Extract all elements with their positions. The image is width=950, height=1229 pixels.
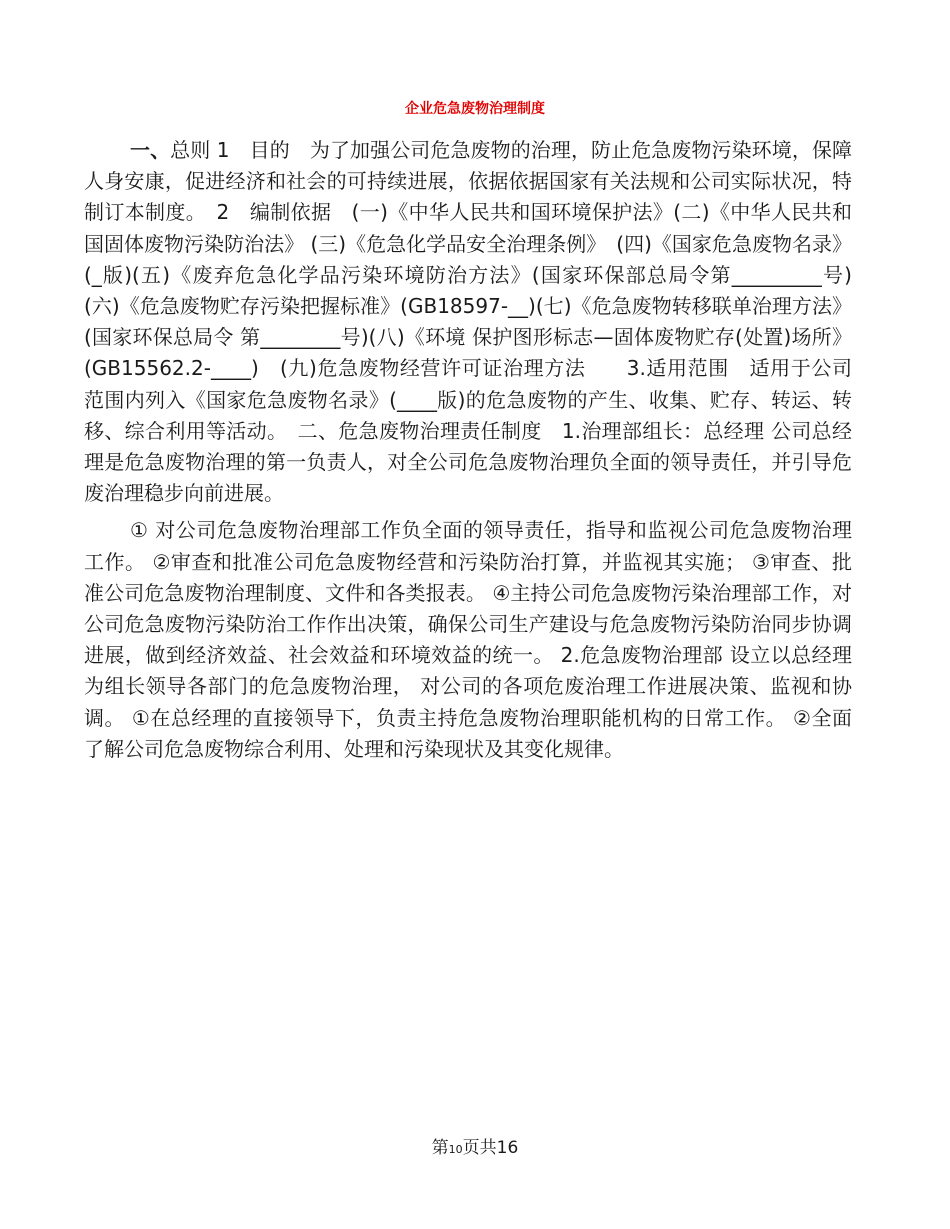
- footer-prefix: 第: [431, 1138, 449, 1158]
- paragraph-responsibilities: [84, 515, 852, 765]
- footer-page-number: 10: [448, 1143, 463, 1156]
- page-footer: [0, 1133, 950, 1158]
- document-title: 企业危急废物治理制度: [405, 101, 545, 117]
- paragraph-general-provisions: [84, 135, 852, 509]
- document-body: [84, 135, 852, 765]
- section-number: 一、: [130, 138, 171, 162]
- paragraph-text: 总则 1 目的 为了加强公司危急废物的治理，防止危急废物污染环境，保障人身安康，促进经济和社会的可持续进展，依据依据国家有关法规和公司实际状况，特制订本制度。 2 编制依据 (一)《中华人民共和国环境保护法》(二)《中华人民共和国固体废物污染防治法》 (三)《危急化学品安全治理条例》 (四)《国家危急废物名录》(_版)(五)《废弃危急化学品污染环境防治方法》(国家环保部总局令第_________号) (六)《危急废物贮存污染把握标准》(GB18597-__)(七)《危急废物转移联单治理方法》(国家环保总局令 第________号)(八)《环境 保护图形标志—固体废物贮存(处置)场所》(GB15562.2-____) (九)危急废物经营许可证治理方法 3.适用范围 适用于公司范围内列入《国家危急废物名录》(____版)的危急废物的产生、收集、贮存、转运、转移、综合利用等活动。 二、危急废物治理责任制度 1.治理部组长：总经理 公司总经理是危急废物治理的第一负责人，对全公司危急废物治理负全面的领导责任，并引导危废治理稳步向前进展。: [84, 138, 852, 506]
- paragraph-text: ① 对公司危急废物治理部工作负全面的领导责任，指导和监视公司危急废物治理工作。 ②审查和批准公司危急废物经营和污染防治打算，并监视其实施； ③审查、批准公司危急废物治理制度、文件和各类报表。 ④主持公司危急废物污染治理部工作，对公司危急废物污染防治工作作出决策，确保公司生产建设与危急废物污染防治同步协调进展，做到经济效益、社会效益和环境效益的统一。 2.危急废物治理部 设立以总经理为组长领导各部门的危急废物治理， 对公司的各项危废治理工作进展决策、监视和协调。 ①在总经理的直接领导下，负责主持危急废物治理职能机构的日常工作。 ②全面了解公司危急废物综合利用、处理和污染现状及其变化规律。: [84, 518, 852, 761]
- footer-middle: 页共: [462, 1138, 497, 1158]
- footer-total-pages: 16: [496, 1138, 519, 1158]
